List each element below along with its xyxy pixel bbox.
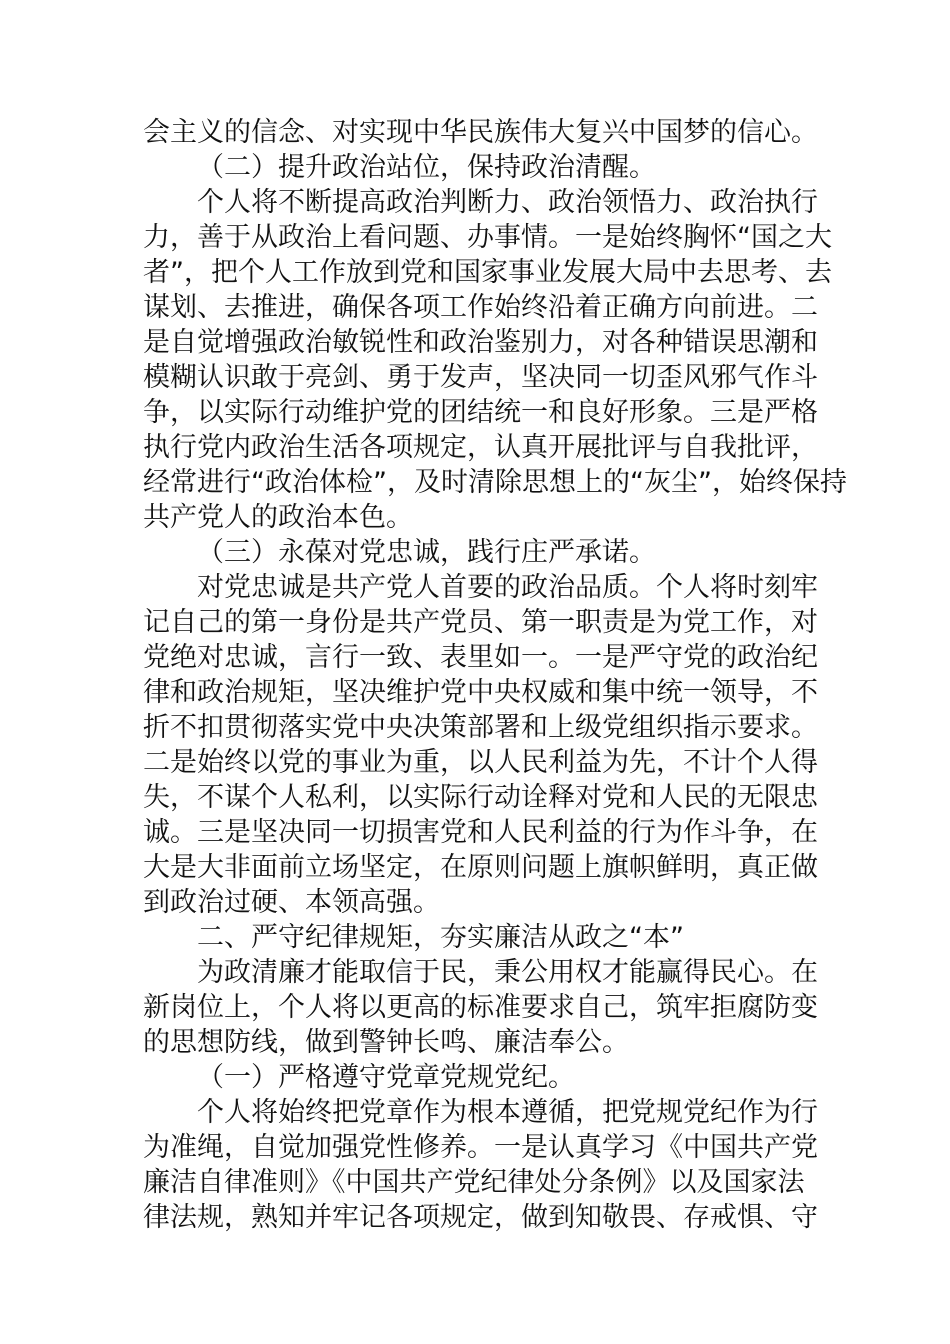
body-line: 会主义的信念、对实现中华民族伟大复兴中国梦的信心。 <box>143 117 818 148</box>
body-line: 到政治过硬、本领高强。 <box>143 887 440 918</box>
body-line: 谋划、去推进，确保各项工作始终沿着正确方向前进。二 <box>143 292 818 323</box>
body-line: 大是大非面前立场坚定，在原则问题上旗帜鲜明，真正做 <box>143 852 818 883</box>
paragraph-first-line: 个人将不断提高政治判断力、政治领悟力、政治执行 <box>197 187 818 218</box>
body-line: 共产党人的政治本色。 <box>143 502 413 533</box>
section-heading: （二）提升政治站位，保持政治清醒。 <box>197 152 656 183</box>
body-line: 为准绳，自觉加强党性修养。一是认真学习《中国共产党 <box>143 1132 818 1163</box>
body-line: 折不扣贯彻落实党中央决策部署和上级党组织指示要求。 <box>143 712 818 743</box>
body-line: 律法规，熟知并牢记各项规定，做到知敬畏、存戒惧、守 <box>143 1202 818 1233</box>
paragraph-first-line: 对党忠诚是共产党人首要的政治品质。个人将时刻牢 <box>197 572 818 603</box>
body-line: 经常进行“政治体检”，及时清除思想上的“灰尘”，始终保持 <box>143 467 847 498</box>
paragraph-first-line: 为政清廉才能取信于民，秉公用权才能赢得民心。在 <box>197 957 818 988</box>
body-line: 廉洁自律准则》《中国共产党纪律处分条例》以及国家法 <box>143 1167 805 1198</box>
body-line: 诚。三是坚决同一切损害党和人民利益的行为作斗争，在 <box>143 817 818 848</box>
body-line: 力，善于从政治上看问题、办事情。一是始终胸怀“国之大 <box>143 222 832 253</box>
body-line: 新岗位上，个人将以更高的标准要求自己，筑牢拒腐防变 <box>143 992 818 1023</box>
body-line: 党绝对忠诚，言行一致、表里如一。一是严守党的政治纪 <box>143 642 818 673</box>
body-line: 记自己的第一身份是共产党员、第一职责是为党工作，对 <box>143 607 818 638</box>
body-line: 律和政治规矩，坚决维护党中央权威和集中统一领导，不 <box>143 677 818 708</box>
section-heading: （三）永葆对党忠诚，践行庄严承诺。 <box>197 537 656 568</box>
body-line: 模糊认识敢于亮剑、勇于发声，坚决同一切歪风邪气作斗 <box>143 362 818 393</box>
body-line: 的思想防线，做到警钟长鸣、廉洁奉公。 <box>143 1027 629 1058</box>
body-line: 是自觉增强政治敏锐性和政治鉴别力，对各种错误思潮和 <box>143 327 818 358</box>
paragraph-first-line: 个人将始终把党章作为根本遵循，把党规党纪作为行 <box>197 1097 818 1128</box>
body-line: 二是始终以党的事业为重，以人民利益为先，不计个人得 <box>143 747 818 778</box>
body-line: 失，不谋个人私利，以实际行动诠释对党和人民的无限忠 <box>143 782 818 813</box>
body-line: 争，以实际行动维护党的团结统一和良好形象。三是严格 <box>143 397 818 428</box>
body-line: 者”，把个人工作放到党和国家事业发展大局中去思考、去 <box>143 257 832 288</box>
section-heading: （一）严格遵守党章党规党纪。 <box>197 1062 575 1093</box>
body-line: 执行党内政治生活各项规定，认真开展批评与自我批评， <box>143 432 818 463</box>
chapter-heading: 二、严守纪律规矩，夯实廉洁从政之“本” <box>197 922 684 953</box>
